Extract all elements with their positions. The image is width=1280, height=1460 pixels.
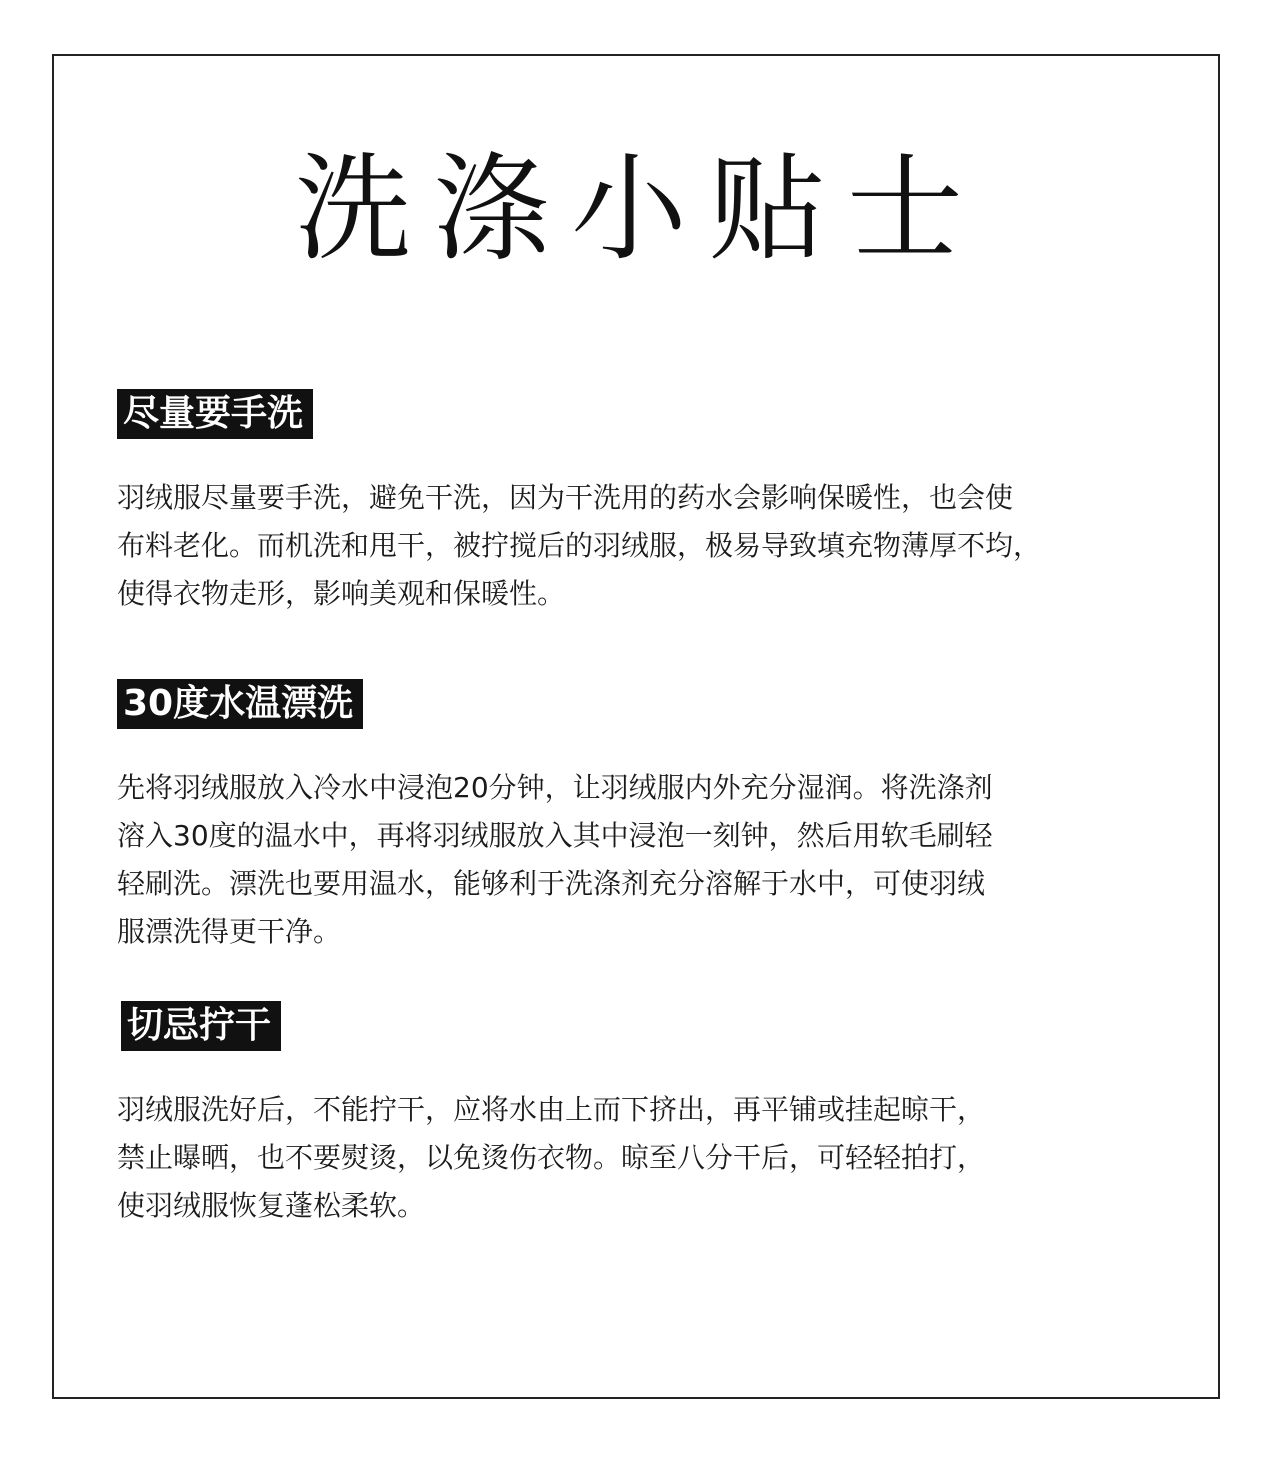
section-heading-no-wringing: 切忌拧干 bbox=[121, 1001, 281, 1051]
page-title: 洗涤小贴士 bbox=[295, 142, 985, 277]
section-heading-hand-wash: 尽量要手洗 bbox=[117, 389, 313, 439]
section-body-no-wringing: 羽绒服洗好后，不能拧干，应将水由上而下挤出，再平铺或挂起晾干， 禁止曝晒，也不要熨烫，以免烫伤衣物。晾至八分干后，可轻轻拍打， 使羽绒服恢复蓬松柔软。 bbox=[117, 1093, 986, 1222]
section-heading-water-temperature: 30度水温漂洗 bbox=[117, 679, 363, 729]
section-body-hand-wash: 羽绒服尽量要手洗，避免干洗，因为干洗用的药水会影响保暖性，也会使 布料老化。而机洗和甩干，被拧搅后的羽绒服，极易导致填充物薄厚不均， 使得衣物走形，影响美观和保暖性。 bbox=[117, 481, 1042, 610]
section-body-water-temperature: 先将羽绒服放入冷水中浸泡20分钟，让羽绒服内外充分湿润。将洗涤剂 溶入30度的温水中，再将羽绒服放入其中浸泡一刻钟，然后用软毛刷轻 轻刷洗。漂洗也要用温水，能够利于洗涤剂充分溶解于水中，可使羽绒 服漂洗得更干净。 bbox=[117, 771, 993, 948]
